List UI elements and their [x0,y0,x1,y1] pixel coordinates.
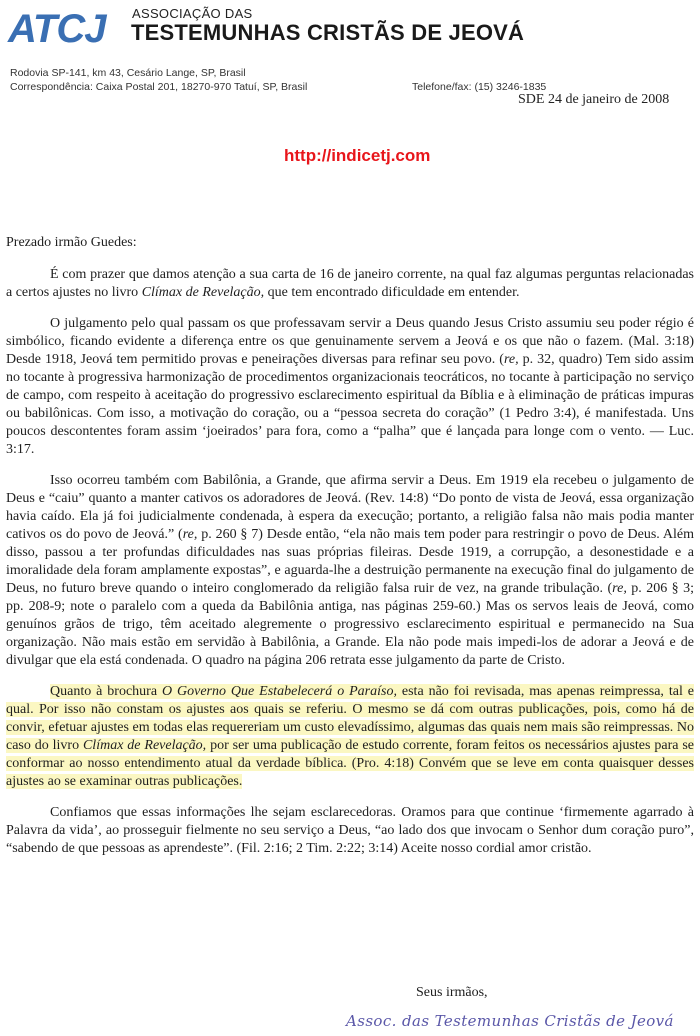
address-line: Rodovia SP-141, km 43, Cesário Lange, SP, Brasil [10,67,246,79]
text-run: por ser uma publicação de estudo corrente, foram feitos os necessários ajustes para se conformar ao nosso entendimento atual da verdade bíblica. (Pro. 4:18) Convém que se leve em conta quaisquer desses ajustes ao se examinar outras publicações. [6,738,694,789]
reference-abbrev: re, [182,527,198,542]
text-run: É com prazer que damos atenção a sua carta de 16 de janeiro corrente, na qual faz algumas perguntas relacionadas a certos ajustes no livro [6,267,694,300]
paragraph-3 [6,472,694,670]
paragraph-1 [6,266,694,302]
text-run: O julgamento pelo qual passam os que professavam servir a Deus quando Jesus Cristo assumiu seu poder régio é simbólico, ficando evidente a diferença entre os que genuinamente servem a Jeová e os que não o fazem. (Mal. 3:18) Desde 1918, Jeová tem permitido provas e peneirações diversas para refinar seu povo. ( [6,316,694,367]
letter-date: SDE 24 de janeiro de 2008 [518,92,670,107]
organization-logo: ATCJ [8,7,106,51]
signature: Assoc. das Testemunhas Cristãs de Jeová [346,1012,674,1030]
text-run: p. 260 § 7) Desde então, “ela não mais tem poder para restringir o povo de Deus. Além disso, passou a ter profundas dificuldades nas suas próprias fileiras. Desde 1919, a corrupção, a desonestidade e a imoralidade dela foram amplamente expostas”, e aguarda-lhe a destruição permanente na execução final do julgamento de Deus, no futuro breve quando o inteiro conglomerado da religião falsa ruir de vez, na grande tribulação. ( [6,527,694,596]
book-title: Clímax de Revelação, [141,285,265,300]
salutation: Prezado irmão Guedes: [6,235,137,250]
text-run: esta não foi revisada, mas apenas reimpressa, tal e qual. Por isso não constam os ajustes aos quais se referiu. O mesmo se dá com outras publicações, pois, como há de convir, efetuar ajustes em todas elas requereriam um custo elevadíssimo, algumas das quais nem mais são reimpressas. No caso do livro [6,684,694,753]
brochure-title: O Governo Que Estabelecerá o Paraíso, [161,684,397,699]
text-run: p. 206 § 3; pp. 208-9; note o paralelo com a queda da Babilônia antiga, nas páginas 259-60.) Mas os servos leais de Jeová, como genuínos grãos de trigo, têm aceitado alegremente o progressivo esclarecimento espiritual e permanecido na Sua organização. Não mais estão em servidão à Babilônia, a Grande. Ela não pode mais impedi-los de adorar a Jeová e de divulgar que ela está condenada. O quadro na página 206 retrata esse julgamento da parte de Cristo. [6,581,694,668]
text-run: Isso ocorreu também com Babilônia, a Grande, que afirma servir a Deus. Em 1919 ela recebeu o julgamento de Deus e “caiu” quanto a manter cativos os adoradores de Jeová. (Rev. 14:8) “Do ponto de vista de Jeová, essa organização havia caído. Ela já foi judicialmente condenada, à espera da execução; portanto, a religião falsa não mais podia manter cativos os do povo de Jeová.” ( [6,473,694,542]
mailing-address: Correspondência: Caixa Postal 201, 18270-970 Tatuí, SP, Brasil [10,81,308,93]
text-run: que tem encontrado dificuldade em entender. [264,285,520,300]
reference-abbrev: re, [503,352,519,367]
highlighted-text [6,684,694,789]
text-run: Quanto à brochura [50,684,162,699]
paragraph-5: Confiamos que essas informações lhe sejam esclarecedoras. Oramos para que continue ‘firmemente agarrado à Palavra da vida’, ao prosseguir fielmente no seu serviço a Deus, “ao lado dos que invocam o Senhor dum coração puro”, “sabendo de que pessoas as aprendeste”. (Fil. 2:16; 2 Tim. 2:22; 3:14) Aceite nosso cordial amor cristão. [6,805,694,856]
website-url: http://indicetj.com [284,146,431,165]
letter-body [6,234,694,871]
text-run: p. 32, quadro) Tem sido assim no tocante à progressiva harmonização de procedimentos organizacionais teocráticos, no tocante à participação no serviço de campo, com respeito à aceitação do progressivo esclarecimento espiritual da Bíblia e à eliminação de práticas impuras ou babilônicas. Com isso, a motivação do coração, ou a “pessoa secreta do coração” (1 Pedro 3:4), é manifestada. Uns poucos descontentes foram assim ‘joeirados’ para fora, como a “palha” que é lançada para longe com o vento. — Luc. 3:17. [6,352,694,457]
book-title: Clímax de Revelação, [82,738,207,753]
reference-abbrev: re, [612,581,627,596]
paragraph-4 [6,683,694,791]
paragraph-2 [6,315,694,459]
closing: Seus irmãos, [416,985,488,1000]
organization-prefix: ASSOCIAÇÃO DAS [132,6,253,21]
organization-name: TESTEMUNHAS CRISTÃS DE JEOVÁ [131,20,525,45]
phone-fax: Telefone/fax: (15) 3246-1835 [412,81,547,93]
